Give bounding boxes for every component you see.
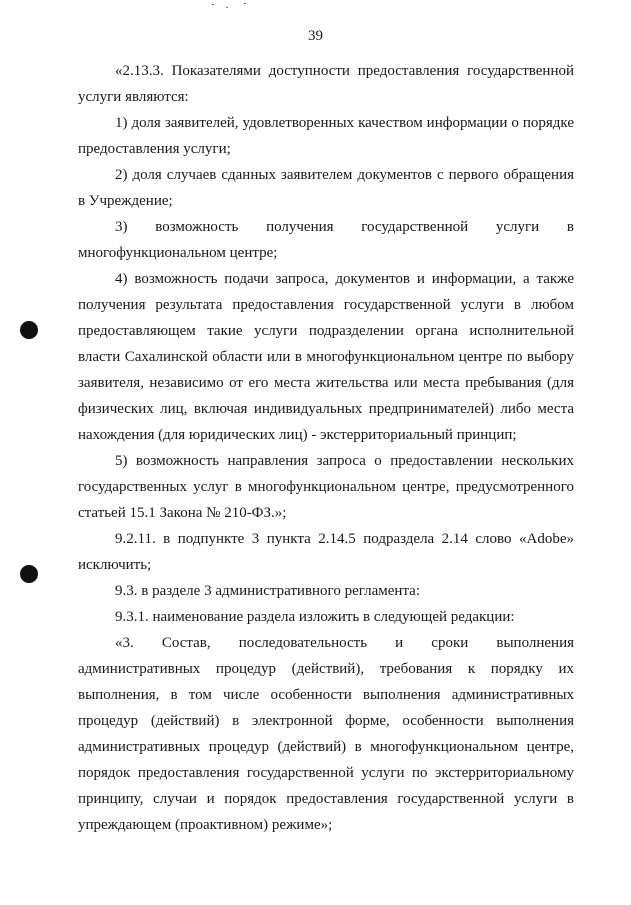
paragraph-section-3-title: «3. Состав, последовательность и сроки выполнения административных процедур (действий), требования к порядку их выполнения, в том числе особенности выполнения административных процедур (действий) в электронной форме, особенности выполнения административных процедур (действий) в многофункциональном центре, порядок предоставления государственной услуги по экстерриториальному принципу, случаи и порядок предоставления государственной услуги в упреждающем (проактивном) режиме»; (78, 635, 574, 833)
paragraph-item-4: 4) возможность подачи запроса, документов и информации, а также получения результата предоставления государственной услуги в любом предоставляющем такие услуги подразделении органа исполнительной власти Сахалинской области или в многофункциональном центре по выбору заявителя, независимо от его места жительства или места пребывания (для физических лиц, включая индивидуальных предпринимателей) либо места нахождения (для юридических лиц) - экстерриториальный принцип; (78, 271, 574, 443)
paragraph-2-13-3-header: «2.13.3. Показателями доступности предоставления государственной услуги являются: (78, 63, 574, 105)
paragraph-9-3: 9.3. в разделе 3 административного регламента: (115, 583, 421, 599)
scan-speck (244, 3, 246, 4)
paragraph-item-3: 3) возможность получения государственной услуги в многофункциональном центре; (78, 219, 574, 261)
punch-hole-icon (20, 321, 38, 339)
punch-hole-icon (20, 565, 38, 583)
paragraph-item-2: 2) доля случаев сданных заявителем документов с первого обращения в Учреждение; (78, 167, 574, 209)
scan-speck (226, 7, 228, 8)
page-number: 39 (308, 28, 323, 44)
paragraph-item-1: 1) доля заявителей, удовлетворенных качеством информации о порядке предоставления услуги; (78, 115, 574, 157)
paragraph-9-2-11: 9.2.11. в подпункте 3 пункта 2.14.5 подраздела 2.14 слово «Adobe» исключить; (78, 531, 574, 573)
paragraph-9-3-1: 9.3.1. наименование раздела изложить в следующей редакции: (115, 609, 515, 625)
scan-speck (212, 4, 214, 5)
document-body (78, 58, 574, 838)
paragraph-item-5: 5) возможность направления запроса о предоставлении нескольких государственных услуг в многофункциональном центре, предусмотренного статьей 15.1 Закона № 210-ФЗ.»; (78, 453, 574, 521)
